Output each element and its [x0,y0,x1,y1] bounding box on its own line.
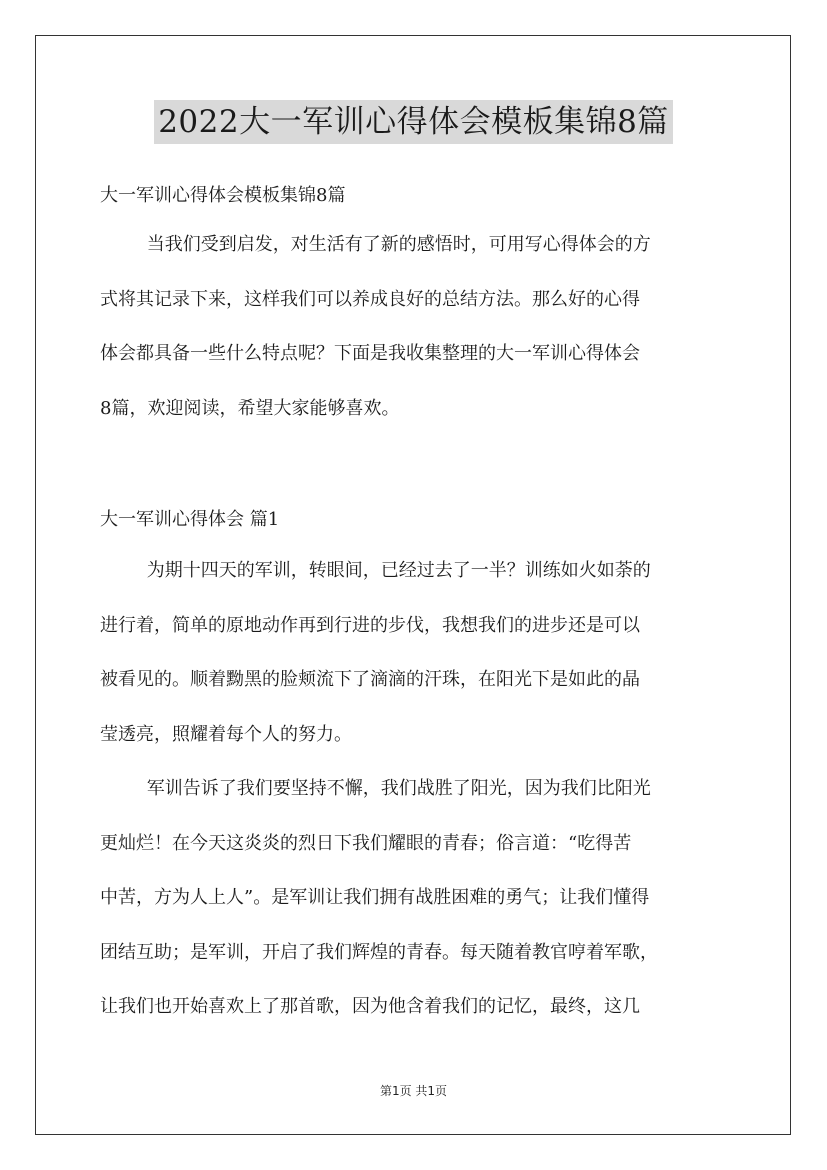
section-heading: 大一军训心得体会 篇1 [100,509,280,530]
title-container [0,100,827,144]
paragraph-line: 更灿烂！在今天这炎炎的烈日下我们耀眼的青春；俗言道：“吃得苦 [100,832,632,854]
paragraph-line: 让我们也开始喜欢上了那首歌，因为他含着我们的记忆，最终，这几 [100,996,640,1017]
section-paragraph-2 [100,762,726,1035]
intro-line: 体会都具备一些什么特点呢？下面是我收集整理的大一军训心得体会 [100,343,640,364]
paragraph-line: 莹透亮，照耀着每个人的努力。 [100,723,352,745]
intro-line: 式将其记录下来，这样我们可以养成良好的总结方法。那么好的心得 [100,288,640,310]
intro-line: 8篇，欢迎阅读，希望大家能够喜欢。 [100,397,400,419]
paragraph-line: 为期十四天的军训，转眼间，已经过去了一半？训练如火如荼的 [146,560,651,581]
paragraph-line: 军训告诉了我们要坚持不懈，我们战胜了阳光，因为我们比阳光 [146,778,651,799]
page-footer: 第1页 共1页 [379,1084,448,1098]
document-title: 2022大一军训心得体会模板集锦8篇 [154,100,673,144]
paragraph-line: 被看见的。顺着黝黑的脸颊流下了滴滴的汗珠，在阳光下是如此的晶 [100,669,640,690]
intro-paragraph [100,218,726,436]
section-paragraph-1 [100,544,726,762]
paragraph-line: 中苦，方为人上人”。是军训让我们拥有战胜困难的勇气；让我们懂得 [100,887,650,908]
document-subtitle: 大一军训心得体会模板集锦8篇 [100,185,346,206]
paragraph-line: 团结互助；是军训，开启了我们辉煌的青春。每天随着教官哼着军歌， [100,941,658,963]
paragraph-line: 进行着，简单的原地动作再到行进的步伐，我想我们的进步还是可以 [100,614,640,636]
intro-line: 当我们受到启发，对生活有了新的感悟时，可用写心得体会的方 [146,234,651,255]
